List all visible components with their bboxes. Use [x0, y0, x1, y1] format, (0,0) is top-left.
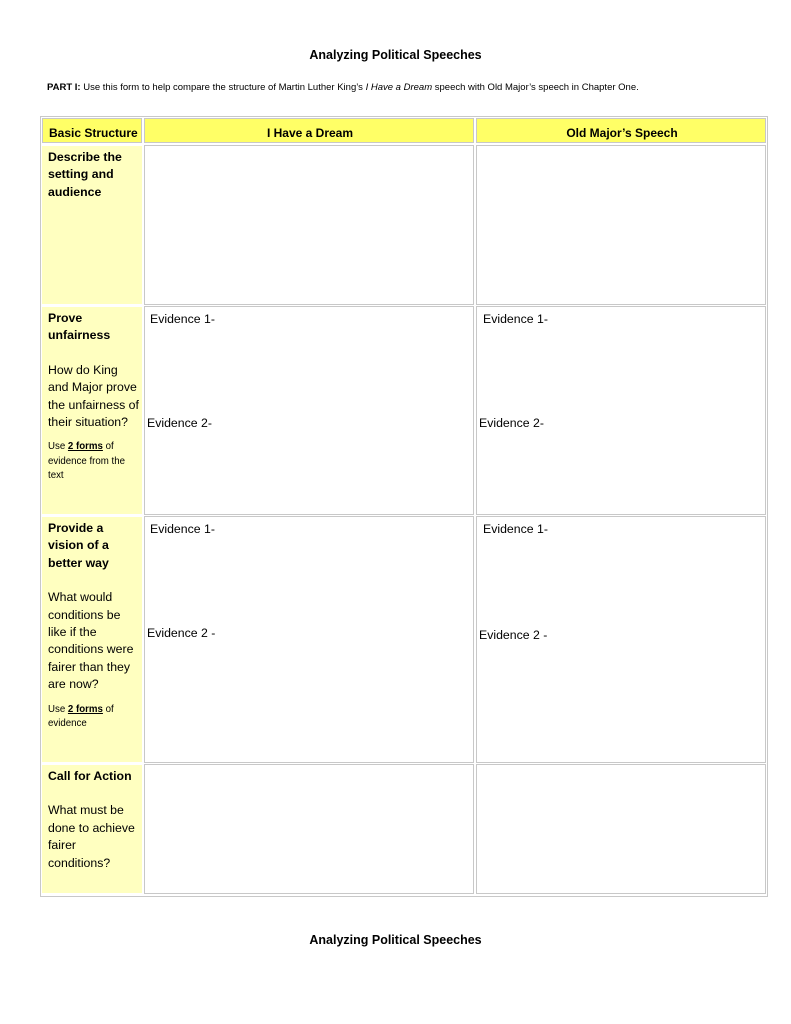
row-heading-unfairness: Prove unfairness [48, 311, 111, 343]
row-heading-setting: Describe the setting and audience [48, 150, 122, 199]
question-action: What must be done to achieve fairer conditions? [48, 803, 135, 870]
row-heading-action: Call for Action [48, 769, 132, 783]
answer-box-dream-setting[interactable] [144, 145, 474, 305]
evidence-2-label: Evidence 2- [147, 416, 212, 430]
evidence-note: Use 2 forms of evidence [48, 703, 114, 730]
answer-box-major-unfairness[interactable] [476, 306, 766, 515]
answer-box-major-vision[interactable] [476, 516, 766, 763]
evidence-1-label: Evidence 1- [483, 522, 548, 536]
answer-box-dream-unfairness[interactable] [144, 306, 474, 515]
header-i-have-a-dream: I Have a Dream [144, 118, 474, 143]
next-page-title: Analyzing Political Speeches [309, 933, 482, 947]
part-label: PART I: [47, 82, 81, 93]
evidence-1-label: Evidence 1- [150, 312, 215, 326]
comparison-table [40, 116, 768, 897]
row-setting-label-cell [42, 146, 142, 304]
header-basic-structure: Basic Structure [42, 118, 142, 143]
instructions-text-end: speech with Old Major’s speech in Chapter One. [432, 82, 639, 93]
answer-box-dream-action[interactable] [144, 764, 474, 894]
page-title: Analyzing Political Speeches [309, 48, 482, 62]
row-heading-vision: Provide a vision of a better way [48, 521, 109, 570]
answer-box-dream-vision[interactable] [144, 516, 474, 763]
question-vision: What would conditions be like if the conditions were fairer than they are now? [48, 590, 134, 692]
row-unfairness-label-cell [42, 307, 142, 514]
question-unfairness: How do King and Major prove the unfairness of their situation? [48, 362, 139, 430]
header-old-major-speech: Old Major’s Speech [476, 118, 766, 143]
answer-box-major-action[interactable] [476, 764, 766, 894]
row-action-label-cell [42, 765, 142, 893]
row-vision-label-cell [42, 517, 142, 762]
answer-box-major-setting[interactable] [476, 145, 766, 305]
instructions-text: Use this form to help compare the structure of Martin Luther King’s [80, 82, 366, 93]
instructions [47, 82, 639, 93]
evidence-1-label: Evidence 1- [483, 312, 548, 326]
speech-title: I Have a Dream [365, 82, 433, 93]
evidence-2-label: Evidence 2- [479, 416, 544, 430]
evidence-2-label: Evidence 2 - [479, 628, 548, 642]
evidence-2-label: Evidence 2 - [147, 626, 216, 640]
evidence-note: Use 2 forms of evidence from the text [48, 441, 126, 482]
evidence-1-label: Evidence 1- [150, 522, 215, 536]
